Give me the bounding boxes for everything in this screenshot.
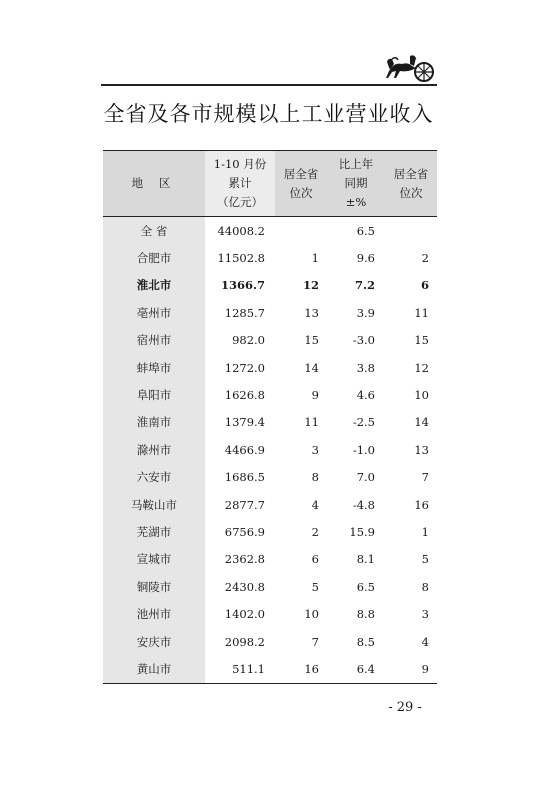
- growth-cell: -2.5: [352, 415, 375, 430]
- rank-cumulative-cell: 15: [304, 333, 319, 348]
- table-row: [103, 491, 437, 518]
- header-growth-line2: 同期: [344, 176, 368, 190]
- rank-cumulative-cell: 4: [311, 497, 319, 512]
- region-cell: 滁州市: [103, 436, 205, 463]
- rank-cumulative-cell: 5: [311, 579, 319, 594]
- rank-growth-cell: [385, 217, 437, 245]
- growth-cell: 15.9: [349, 524, 375, 539]
- table-row: [103, 409, 437, 436]
- rank-cumulative-cell: 12: [302, 278, 319, 293]
- region-cell: 全 省: [103, 217, 205, 245]
- table-row: [103, 600, 437, 627]
- region-cell: 黄山市: [103, 655, 205, 683]
- region-cell: 合肥市: [103, 244, 205, 271]
- rank-cumulative-cell: 13: [304, 305, 319, 320]
- table-row: [103, 573, 437, 600]
- cumulative-cell: 4466.9: [224, 442, 265, 457]
- growth-cell: -4.8: [352, 497, 375, 512]
- cumulative-cell: 1379.4: [224, 415, 265, 430]
- growth-cell: 9.6: [356, 251, 375, 266]
- rank-growth-cell: 10: [414, 388, 429, 403]
- rank-growth-cell: 14: [414, 415, 429, 430]
- header-growth-line1: 比上年: [338, 157, 374, 171]
- table-row: [103, 546, 437, 573]
- rank-growth-cell: 8: [421, 579, 429, 594]
- header-rank2-line1: 居全省: [393, 166, 429, 181]
- region-cell: 阜阳市: [103, 381, 205, 408]
- region-cell: 芜湖市: [103, 518, 205, 545]
- rank-cumulative-cell: 10: [304, 607, 319, 622]
- revenue-table: [103, 150, 437, 684]
- header-rank-growth: [385, 151, 437, 217]
- region-cell: 马鞍山市: [103, 491, 205, 518]
- growth-cell: 8.8: [356, 607, 375, 622]
- region-cell: 淮南市: [103, 409, 205, 436]
- growth-cell: 7.2: [354, 278, 375, 293]
- header-rank1-line2: 位次: [289, 185, 313, 200]
- growth-cell: 3.9: [356, 305, 375, 320]
- rank-growth-cell: 9: [385, 655, 437, 683]
- rank-cumulative-cell: 14: [304, 360, 319, 375]
- cumulative-cell: 11502.8: [217, 251, 265, 266]
- page-number: - 29 -: [388, 700, 422, 715]
- header-cumulative-line1: 1-10 月份: [213, 157, 267, 171]
- rank-growth-cell: 6: [420, 278, 429, 293]
- region-cell: 池州市: [103, 600, 205, 627]
- growth-cell: 4.6: [356, 388, 375, 403]
- growth-cell: 8.5: [356, 634, 375, 649]
- region-cell: 六安市: [103, 464, 205, 491]
- growth-cell: 6.4: [327, 655, 385, 683]
- header-growth: [327, 151, 385, 217]
- growth-cell: 3.8: [356, 360, 375, 375]
- rank-growth-cell: 16: [414, 497, 429, 512]
- table-row: [103, 217, 437, 245]
- region-cell: 亳州市: [103, 299, 205, 326]
- region-cell: 宿州市: [103, 327, 205, 354]
- rank-growth-cell: 12: [414, 360, 429, 375]
- header-rank-cumulative: [275, 151, 327, 217]
- rank-cumulative-cell: 6: [311, 552, 319, 567]
- rank-growth-cell: 15: [414, 333, 429, 348]
- table-row: [103, 655, 437, 683]
- table-row: [103, 628, 437, 655]
- rank-growth-cell: 3: [421, 607, 429, 622]
- rank-growth-cell: 2: [421, 251, 429, 266]
- region-cell: 安庆市: [103, 628, 205, 655]
- header-rank2-line2: 位次: [399, 185, 423, 200]
- cumulative-cell: 511.1: [205, 655, 275, 683]
- rank-growth-cell: 13: [414, 442, 429, 457]
- rank-cumulative-cell: [275, 217, 327, 245]
- growth-cell: -1.0: [352, 442, 375, 457]
- growth-cell: -3.0: [352, 333, 375, 348]
- header-cumulative-line2: 累计: [228, 176, 252, 190]
- cumulative-cell: 2877.7: [224, 497, 265, 512]
- growth-cell: 6.5: [356, 223, 375, 238]
- table-header-row: [103, 151, 437, 217]
- rank-cumulative-cell: 11: [304, 415, 319, 430]
- cumulative-cell: 2098.2: [224, 634, 265, 649]
- table-row: [103, 244, 437, 271]
- table-row: [103, 299, 437, 326]
- rank-cumulative-cell: 9: [311, 388, 319, 403]
- growth-cell: 6.5: [356, 579, 375, 594]
- region-cell: 宣城市: [103, 546, 205, 573]
- cumulative-cell: 982.0: [232, 333, 265, 348]
- cumulative-cell: 1366.7: [220, 278, 265, 293]
- table-row: [103, 327, 437, 354]
- header-rule: [101, 84, 437, 86]
- region-cell: 蚌埠市: [103, 354, 205, 381]
- cumulative-cell: 2362.8: [224, 552, 265, 567]
- rank-cumulative-cell: 3: [311, 442, 319, 457]
- horse-chariot-icon: [384, 50, 436, 84]
- rank-growth-cell: 4: [421, 634, 429, 649]
- cumulative-cell: 44008.2: [217, 223, 265, 238]
- rank-growth-cell: 11: [414, 305, 429, 320]
- header-growth-line3: ±%: [345, 195, 367, 209]
- growth-cell: 7.0: [356, 470, 375, 485]
- page-title: 全省及各市规模以上工业营业收入: [103, 102, 434, 126]
- header-cumulative-line3: （亿元）: [217, 195, 263, 209]
- cumulative-cell: 2430.8: [224, 579, 265, 594]
- cumulative-cell: 6756.9: [224, 524, 265, 539]
- table-row: [103, 464, 437, 491]
- cumulative-cell: 1272.0: [224, 360, 265, 375]
- table-row: [103, 436, 437, 463]
- rank-cumulative-cell: 8: [311, 470, 319, 485]
- rank-cumulative-cell: 7: [311, 634, 319, 649]
- table-row: [103, 381, 437, 408]
- rank-growth-cell: 1: [421, 524, 429, 539]
- table-row: [103, 518, 437, 545]
- cumulative-cell: 1626.8: [224, 388, 265, 403]
- header-rank1-line1: 居全省: [283, 166, 319, 181]
- rank-cumulative-cell: 16: [275, 655, 327, 683]
- table-row-highlighted: [103, 272, 437, 299]
- header-region: 地 区: [103, 151, 205, 217]
- region-cell: 淮北市: [103, 272, 205, 299]
- cumulative-cell: 1402.0: [224, 607, 265, 622]
- rank-growth-cell: 7: [421, 470, 429, 485]
- region-cell: 铜陵市: [103, 573, 205, 600]
- cumulative-cell: 1285.7: [224, 305, 265, 320]
- header-cumulative: [205, 151, 275, 217]
- growth-cell: 8.1: [356, 552, 375, 567]
- rank-cumulative-cell: 1: [311, 251, 319, 266]
- table-row: [103, 354, 437, 381]
- rank-cumulative-cell: 2: [311, 524, 319, 539]
- rank-growth-cell: 5: [421, 552, 429, 567]
- cumulative-cell: 1686.5: [224, 470, 265, 485]
